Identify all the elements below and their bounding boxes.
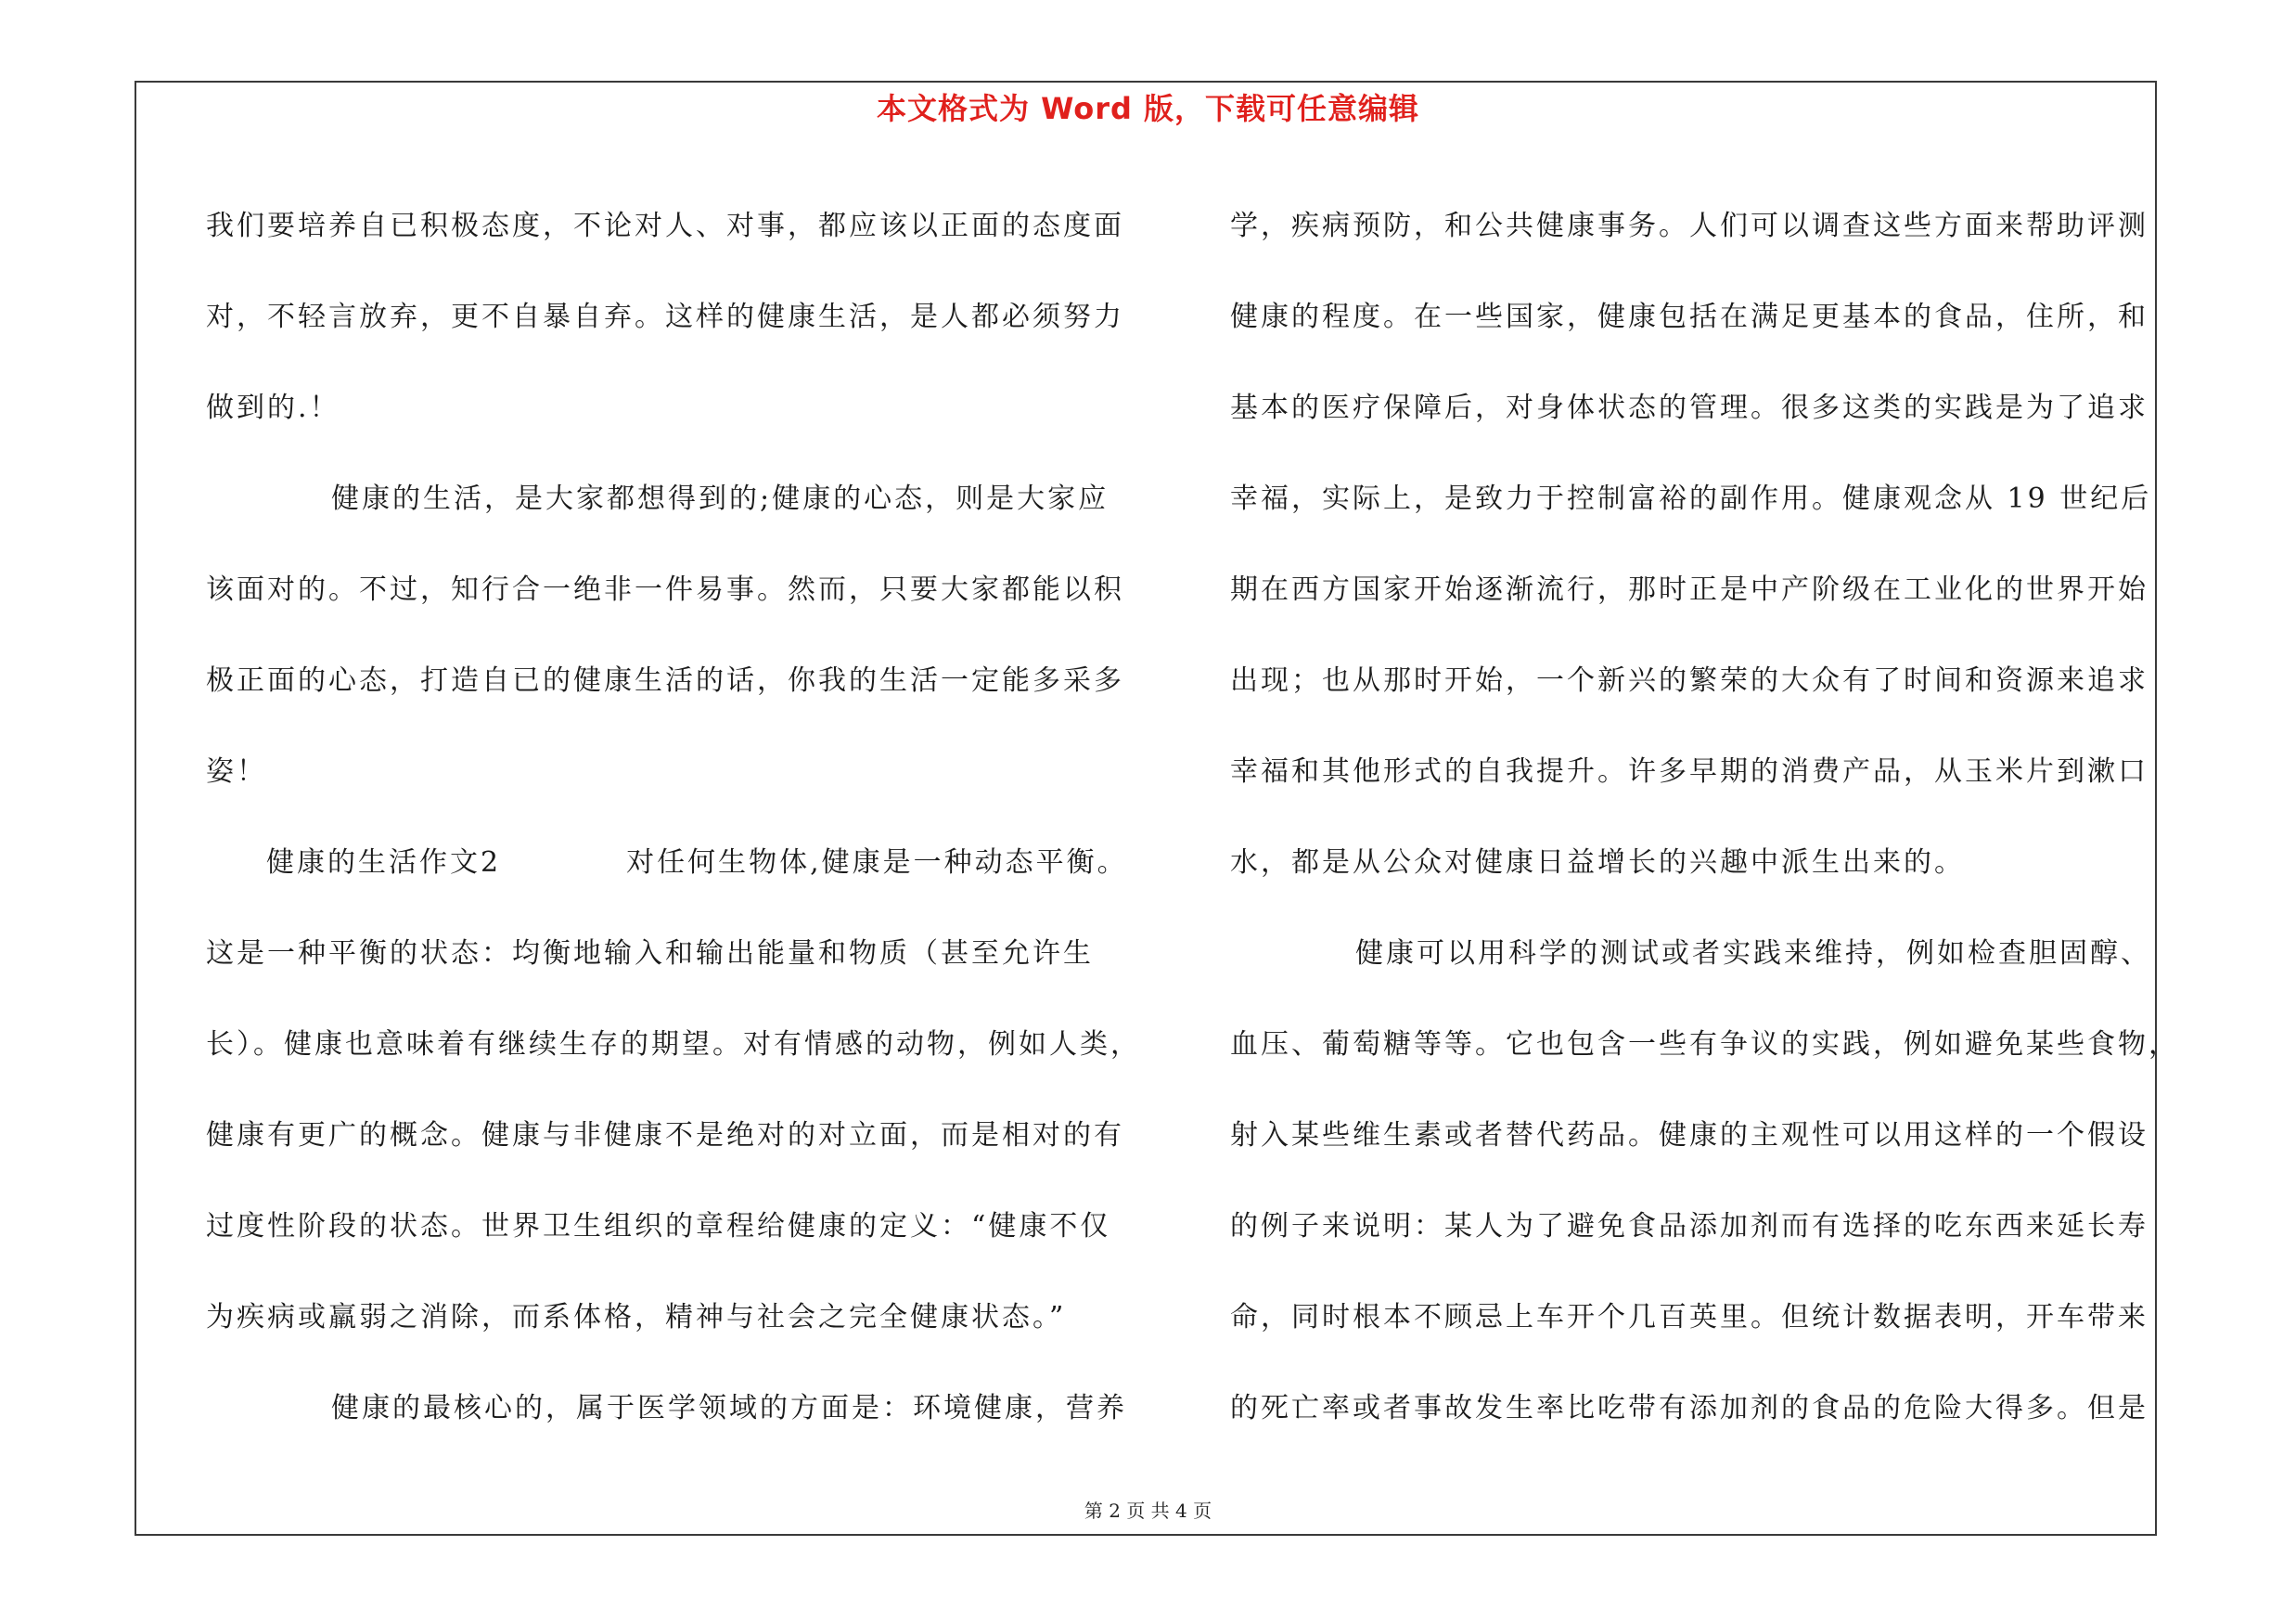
text-line: 该面对的。不过，知行合一绝非一件易事。然而，只要大家都能以积: [206, 573, 1124, 606]
text-line: 的例子来说明：某人为了避免食品添加剂而有选择的吃东西来延长寿: [1230, 1210, 2148, 1243]
text-line: 学，疾病预防，和公共健康事务。人们可以调查这些方面来帮助评测: [1230, 210, 2148, 242]
text-line: 健康的生活，是大家都想得到的;健康的心态，则是大家应: [331, 483, 1110, 515]
text-line: 这是一种平衡的状态：均衡地输入和输出能量和物质（甚至允许生: [206, 937, 1094, 970]
text-line: 出现；也从那时开始，一个新兴的繁荣的大众有了时间和资源来追求: [1230, 664, 2148, 697]
text-line: 过度性阶段的状态。世界卫生组织的章程给健康的定义：“健康不仅: [206, 1210, 1111, 1243]
format-notice-banner: 本文格式为 Word 版，下载可任意编辑: [876, 91, 1420, 126]
text-line: 健康有更广的概念。健康与非健康不是绝对的对立面，而是相对的有: [206, 1119, 1124, 1152]
text-line: 健康的程度。在一些国家，健康包括在满足更基本的食品，住所，和: [1230, 301, 2148, 333]
text-line: 幸福，实际上，是致力于控制富裕的副作用。健康观念从 19 世纪后: [1230, 483, 2152, 515]
page-number-footer: 第 2 页 共 4 页: [1084, 1500, 1212, 1522]
left-column: [206, 181, 1141, 1454]
text-line: 血压、葡萄糖等等。它也包含一些有争议的实践，例如避免某些食物，: [1230, 1028, 2179, 1061]
text-line: 基本的医疗保障后，对身体状态的管理。很多这类的实践是为了追求: [1230, 392, 2148, 424]
text-line: 命，同时根本不顾忌上车开个几百英里。但统计数据表明，开车带来: [1230, 1301, 2148, 1333]
text-line: 我们要培养自已积极态度，不论对人、对事，都应该以正面的态度面: [206, 210, 1124, 242]
text-line: 极正面的心态，打造自已的健康生活的话，你我的生活一定能多采多: [206, 664, 1124, 697]
text-line: 幸福和其他形式的自我提升。许多早期的消费产品，从玉米片到漱口: [1230, 755, 2148, 788]
text-line: 对，不轻言放弃，更不自暴自弃。这样的健康生活，是人都必须努力: [206, 301, 1124, 333]
text-line: 的死亡率或者事故发生率比吃带有添加剂的食品的危险大得多。但是: [1230, 1392, 2148, 1424]
text-line: 做到的.！: [206, 392, 340, 424]
right-column: [1230, 181, 2179, 1454]
text-line: 长）。健康也意味着有继续生存的期望。对有情感的动物，例如人类，: [206, 1028, 1141, 1061]
text-line: 健康可以用科学的测试或者实践来维持，例如检查胆固醇、: [1355, 937, 2151, 970]
section-heading-line: [206, 818, 1128, 908]
text-line: 健康的最核心的，属于医学领域的方面是：环境健康，营养: [331, 1392, 1127, 1424]
text-line: 姿！: [206, 755, 267, 788]
section-heading-text: 对任何生物体,健康是一种动态平衡。: [626, 846, 1128, 879]
text-line: 期在西方国家开始逐渐流行，那时正是中产阶级在工业化的世界开始: [1230, 573, 2148, 606]
text-line: 水，都是从公众对健康日益增长的兴趣中派生出来的。: [1230, 846, 1965, 879]
text-line: 为疾病或羸弱之消除，而系体格，精神与社会之完全健康状态。”: [206, 1301, 1067, 1333]
section-heading-title: 健康的生活作文2: [266, 846, 502, 879]
text-line: 射入某些维生素或者替代药品。健康的主观性可以用这样的一个假设: [1230, 1119, 2148, 1152]
